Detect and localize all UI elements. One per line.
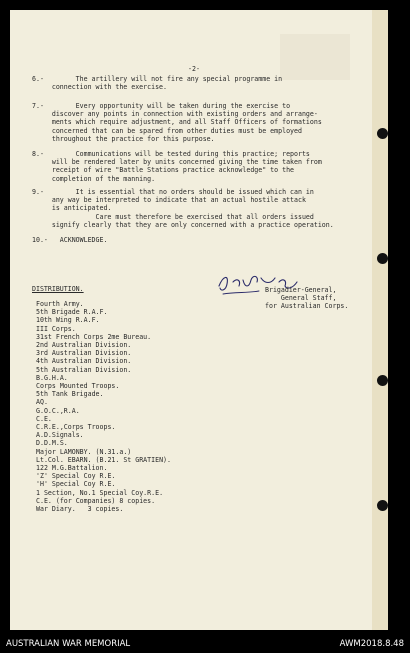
document-page bbox=[10, 10, 388, 630]
distribution-list: Fourth Army. 5th Brigade R.A.F. 10th Wing R.A.F. III Corps. 31st French Corps 2me Bureau. 2nd Australian Division. 3rd Australian Division. 4th Australian Division. 5th Australian Division. B.G.H.A. Corps Mounted Troops. 5th Tank Brigade. AQ. G.O.C.,R.A. C.E. C.R.E.,Corps Troops. A.D.Signals. D.D.M.S. Major LAMONBY. (N.31.a.) Lt.Col. EBARN. (B.21. St GRATIEN). 122 M.G.Battalion. 'Z' Special Coy R.E. 'H' Special Coy R.E. 1 Section, No.1 Special Coy.R.E. C.E. (for Companies) 8 copies. War Diary. 3 copies. bbox=[36, 300, 171, 514]
paper-edge bbox=[372, 10, 388, 630]
footer-reference: AWM2018.8.48 bbox=[339, 639, 404, 649]
paragraph-10: 10.- ACKNOWLEDGE. bbox=[32, 236, 108, 244]
punch-hole bbox=[377, 253, 388, 264]
paragraph-7: 7.- Every opportunity will be taken during the exercise to discover any points in connection with existing orders and arrange- ments which require adjustment, and all Staff Officers of formations concerned that can be spared from other duties must be employed throughout the practice for this purpose. bbox=[32, 102, 322, 143]
paragraph-6: 6.- The artillery will not fire any special programme in connection with the exercise. bbox=[32, 75, 283, 92]
footer-bar bbox=[0, 636, 410, 653]
punch-hole bbox=[377, 128, 388, 139]
page-number: -2- bbox=[188, 65, 200, 73]
distribution-title: DISTRIBUTION. bbox=[32, 285, 84, 293]
footer-institution: AUSTRALIAN WAR MEMORIAL bbox=[6, 639, 131, 649]
punch-hole bbox=[377, 500, 388, 511]
punch-hole bbox=[377, 375, 388, 386]
paragraph-8: 8.- Communications will be tested during this practice; reports will be rendered later by units concerned giving the time taken from receipt of wire "Battle Stations practice acknowledge" to the completion of the manning. bbox=[32, 150, 322, 183]
paragraph-9: 9.- It is essential that no orders should be issued which can in any way be interpreted to indicate that an actual hostile attack is anticipated. Care must therefore be exercised that all orders issued signify clearly that they are only concerned with a practice operation. bbox=[32, 188, 334, 229]
signature-block: Brigadier-General, General Staff, for Australian Corps. bbox=[265, 286, 349, 311]
paper-tab bbox=[280, 34, 350, 80]
